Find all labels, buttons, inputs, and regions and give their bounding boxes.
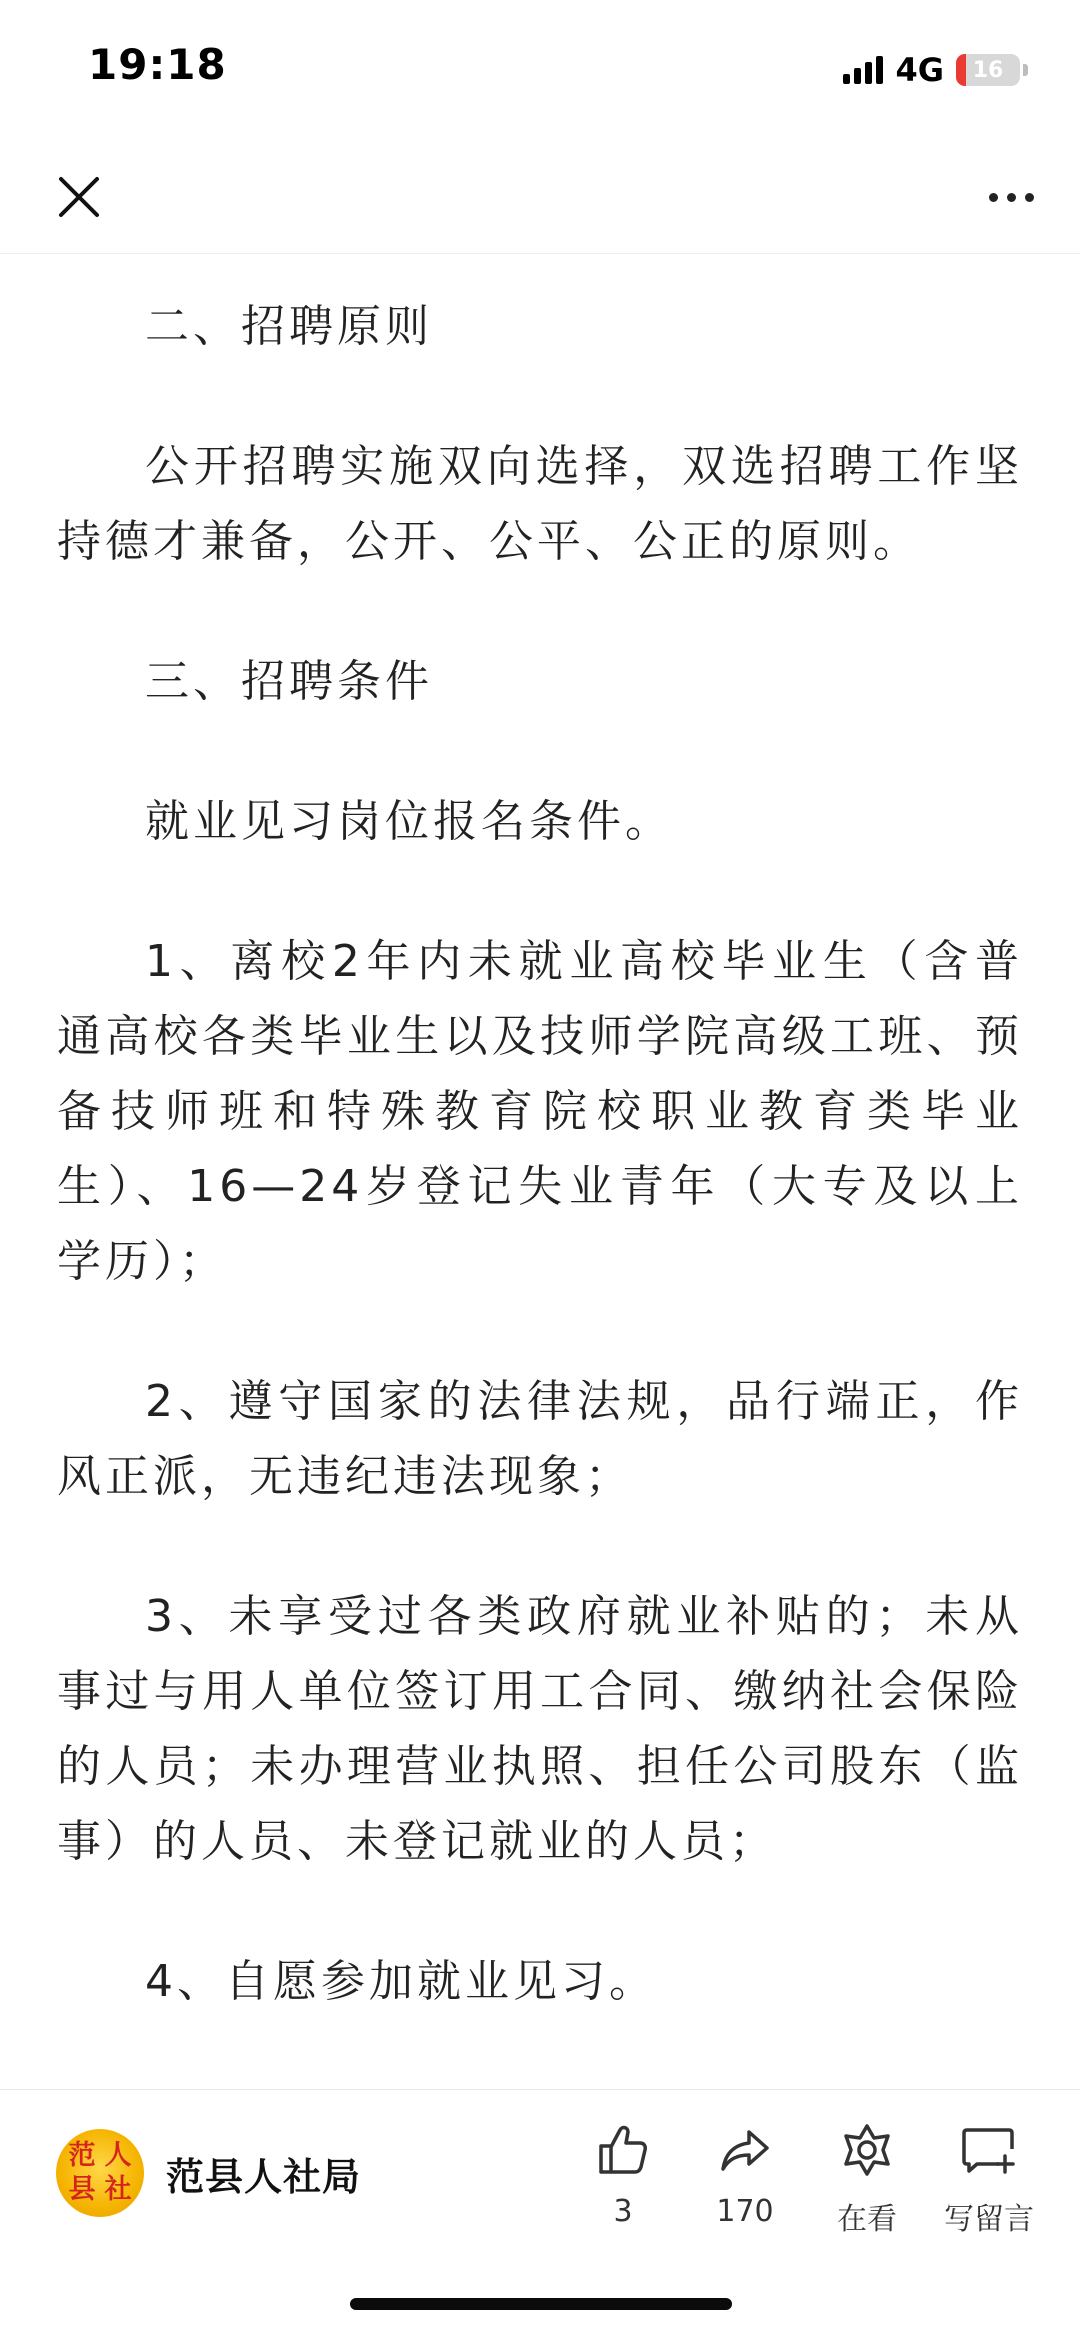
comment-icon — [959, 2120, 1019, 2180]
more-button[interactable] — [966, 162, 1056, 232]
watching-label: 在看 — [837, 2202, 897, 2237]
section-heading-conditions: 三、招聘条件 — [145, 656, 433, 707]
battery-level: 16 — [972, 57, 1004, 83]
section-heading-principles: 二、招聘原则 — [145, 301, 433, 352]
close-icon — [57, 175, 101, 219]
avatar-char: 人 — [104, 2140, 132, 2171]
article-paragraph: 就业见习岗位报名条件。 — [145, 796, 673, 847]
avatar-char: 范 — [68, 2140, 96, 2171]
account-info[interactable] — [56, 2129, 361, 2217]
share-count: 170 — [716, 2194, 774, 2229]
article-paragraph: 1、离校2年内未就业高校毕业生（含普通高校各类毕业生以及技师学院高级工班、预备技师班和特殊教育院校职业教育类毕业生）、16—24岁登记失业青年（大专及以上学历）； — [57, 936, 1023, 1287]
article-paragraph: 3、未享受过各类政府就业补贴的；未从事过与用人单位签订用工合同、缴纳社会保险的人员；未办理营业执照、担任公司股东（监事）的人员、未登记就业的人员； — [57, 1591, 1023, 1867]
more-icon-dot — [1007, 193, 1016, 202]
action-group — [562, 2120, 1050, 2238]
article-body — [57, 254, 1023, 2086]
battery-cap — [1023, 64, 1028, 76]
status-bar — [0, 0, 1080, 140]
avatar-char: 县 — [68, 2174, 96, 2205]
more-icon-dot — [1025, 193, 1034, 202]
account-avatar[interactable] — [56, 2129, 144, 2217]
comment-button[interactable] — [928, 2120, 1050, 2238]
home-indicator[interactable] — [350, 2298, 732, 2310]
avatar-char: 社 — [104, 2174, 132, 2205]
account-name[interactable]: 范县人社局 — [166, 2154, 362, 2199]
more-icon — [989, 193, 998, 202]
battery-icon — [956, 54, 1020, 86]
share-icon — [715, 2120, 775, 2180]
like-button[interactable] — [562, 2120, 684, 2238]
like-count: 3 — [613, 2194, 633, 2229]
network-type: 4G — [895, 51, 944, 89]
article-paragraph: 4、自愿参加就业见习。 — [145, 1956, 657, 2007]
nav-bar — [0, 140, 1080, 254]
signal-icon — [843, 56, 883, 84]
watching-button[interactable] — [806, 2120, 928, 2238]
thumbs-up-icon — [593, 2120, 653, 2180]
article-paragraph: 2、遵守国家的法律法规，品行端正，作风正派，无违纪违法现象； — [57, 1376, 1023, 1502]
article-paragraph: 公开招聘实施双向选择，双选招聘工作坚持德才兼备，公开、公平、公正的原则。 — [57, 441, 1023, 567]
status-time: 19:18 — [88, 40, 227, 89]
battery-fill — [956, 54, 966, 86]
status-indicators — [843, 50, 1028, 90]
share-button[interactable] — [684, 2120, 806, 2238]
close-button[interactable] — [44, 162, 114, 232]
comment-label: 写留言 — [944, 2202, 1034, 2237]
watching-flower-icon — [837, 2120, 897, 2180]
